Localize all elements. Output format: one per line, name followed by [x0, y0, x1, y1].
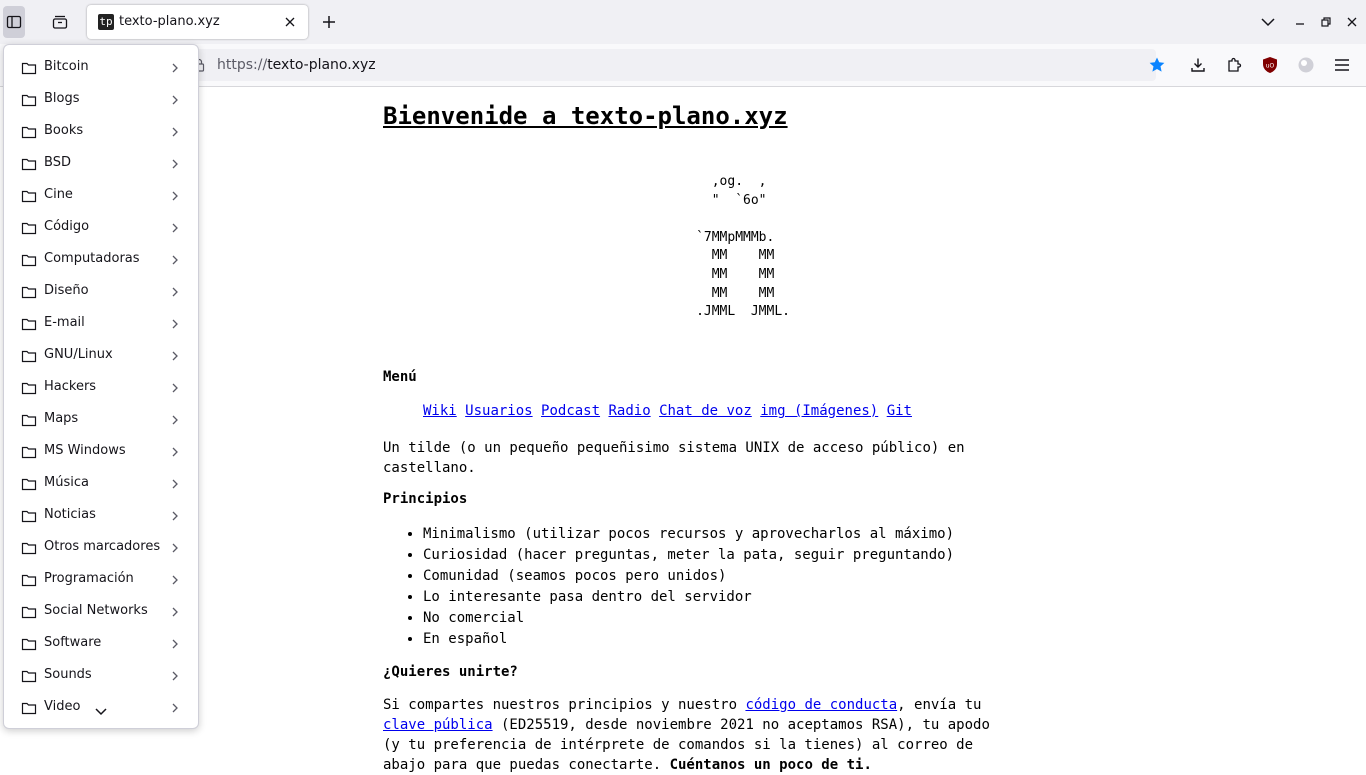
folder-icon	[21, 636, 37, 652]
bookmark-folder-label: Música	[44, 475, 89, 490]
folder-icon	[21, 572, 37, 588]
bookmark-folder-label: Video	[44, 699, 81, 714]
bookmark-star-icon[interactable]	[1148, 56, 1166, 74]
restore-icon	[1321, 17, 1331, 27]
folder-icon	[21, 60, 37, 76]
join-text	[383, 695, 1003, 775]
new-tab-icon	[322, 15, 336, 29]
window-close-icon	[1347, 17, 1357, 27]
menu-links	[423, 403, 912, 419]
bookmarks-menu	[3, 44, 199, 729]
folder-icon	[21, 444, 37, 460]
bookmark-folder-item[interactable]	[4, 372, 198, 404]
window-close-button[interactable]	[1339, 8, 1365, 36]
bookmark-folder-item[interactable]	[4, 116, 198, 148]
chevron-right-icon	[169, 445, 181, 459]
bookmark-folder-item[interactable]	[4, 564, 198, 596]
url-text[interactable]	[217, 57, 376, 73]
list-item: • En español	[423, 629, 954, 650]
join-text-bold: Cuéntanos un poco de ti.	[669, 757, 872, 773]
ublock-button[interactable]	[1258, 53, 1282, 77]
menu-link-wiki[interactable]: Wiki	[423, 403, 457, 419]
minimize-icon	[1295, 17, 1305, 27]
menu-link-img[interactable]: img (Imágenes)	[760, 403, 879, 419]
folder-icon	[21, 348, 37, 364]
folder-icon	[21, 252, 37, 268]
app-menu-button[interactable]	[1330, 53, 1354, 77]
bookmark-folder-item[interactable]	[4, 596, 198, 628]
chevron-right-icon	[169, 541, 181, 555]
bookmark-folder-item[interactable]	[4, 84, 198, 116]
folder-icon	[21, 316, 37, 332]
chevron-right-icon	[169, 605, 181, 619]
folder-icon	[21, 604, 37, 620]
folder-icon	[21, 508, 37, 524]
bookmark-folder-item[interactable]	[4, 628, 198, 660]
profile-icon	[1297, 56, 1315, 74]
bookmark-folder-item[interactable]	[4, 660, 198, 692]
bookmark-folder-item[interactable]	[4, 436, 198, 468]
chevron-right-icon	[169, 381, 181, 395]
page-content	[0, 86, 1366, 773]
intro-text: Un tilde (o un pequeño pequeñisimo sistema UNIX de acceso público) en castellano.	[383, 440, 965, 476]
bookmark-folder-label: GNU/Linux	[44, 347, 113, 362]
url-host: texto-plano.xyz	[267, 57, 376, 73]
url-bar[interactable]	[175, 49, 1156, 81]
bookmark-folder-item[interactable]	[4, 468, 198, 500]
chevron-right-icon	[169, 573, 181, 587]
menu-link-git[interactable]: Git	[886, 403, 912, 419]
bookmark-folder-item[interactable]	[4, 244, 198, 276]
chevron-right-icon	[169, 701, 181, 715]
tab-favicon: tp	[99, 15, 113, 28]
chevron-right-icon	[169, 477, 181, 491]
public-key-link[interactable]: clave pública	[383, 717, 493, 733]
menu-link-podcast[interactable]: Podcast	[541, 403, 601, 419]
bookmark-folder-label: Computadoras	[44, 251, 140, 266]
bookmark-folder-item[interactable]	[4, 532, 198, 564]
principles-list	[383, 524, 954, 650]
bookmark-folder-label: E-mail	[44, 315, 85, 330]
bookmark-folder-label: MS Windows	[44, 443, 126, 458]
ublock-icon	[1262, 56, 1278, 74]
menu-link-usuarios[interactable]: Usuarios	[465, 403, 533, 419]
chevron-right-icon	[169, 221, 181, 235]
bookmark-folder-label: Diseño	[44, 283, 89, 298]
menu-icon	[1334, 58, 1350, 72]
tab-overview-icon	[52, 14, 68, 30]
bookmark-folder-item[interactable]	[4, 308, 198, 340]
folder-icon	[21, 220, 37, 236]
chevron-right-icon	[169, 285, 181, 299]
bookmark-folder-label: Maps	[44, 411, 79, 426]
bookmark-folder-label: Cine	[44, 187, 73, 202]
page-heading: Bienvenide a texto-plano.xyz	[383, 102, 788, 130]
menu-link-chat-de-voz[interactable]: Chat de voz	[659, 403, 752, 419]
bookmark-folder-item[interactable]	[4, 148, 198, 180]
list-item: • Lo interesante pasa dentro del servidor	[423, 587, 954, 608]
extensions-icon	[1226, 57, 1242, 73]
list-all-tabs-button[interactable]	[1254, 8, 1282, 36]
chevron-right-icon	[169, 189, 181, 203]
restore-button[interactable]	[1313, 8, 1339, 36]
chevron-right-icon	[169, 317, 181, 331]
navigation-toolbar	[0, 44, 1366, 87]
bookmark-folder-item[interactable]	[4, 212, 198, 244]
bookmark-folder-label: BSD	[44, 155, 71, 170]
bookmark-folder-label: Books	[44, 123, 84, 138]
svg-text:uO: uO	[1265, 62, 1275, 70]
chevron-right-icon	[169, 125, 181, 139]
menu-link-radio[interactable]: Radio	[608, 403, 651, 419]
bookmark-folder-item[interactable]	[4, 500, 198, 532]
bookmark-folder-label: Otros marcadores	[44, 539, 161, 554]
join-title: ¿Quieres unirte?	[383, 664, 518, 680]
folder-icon	[21, 380, 37, 396]
bookmark-folder-label: Noticias	[44, 507, 96, 522]
downloads-button[interactable]	[1186, 53, 1210, 77]
chevron-right-icon	[169, 637, 181, 651]
bookmark-folder-label: Software	[44, 635, 102, 650]
tab-texto-plano[interactable]	[87, 5, 308, 39]
bookmark-folder-item[interactable]	[4, 276, 198, 308]
list-item: • No comercial	[423, 608, 954, 629]
folder-icon	[21, 412, 37, 428]
chevron-right-icon	[169, 509, 181, 523]
join-text-part: Si compartes nuestros principios y nuestro	[383, 697, 746, 713]
bookmark-folder-item[interactable]	[4, 180, 198, 212]
folder-icon	[21, 540, 37, 556]
list-all-tabs-icon	[1261, 17, 1275, 27]
bookmark-folder-label: Social Networks	[44, 603, 148, 618]
bookmark-folder-item[interactable]	[4, 52, 198, 84]
profile-button[interactable]	[1294, 53, 1318, 77]
chevron-right-icon	[169, 253, 181, 267]
bookmark-folder-label: Sounds	[44, 667, 92, 682]
folder-icon	[21, 188, 37, 204]
folder-icon	[21, 156, 37, 172]
join-text-part: (ED25519, desde noviembre 2021 no aceptamos RSA), tu apodo (y tu preferencia de intérprete de comandos si la tienes) al correo de abajo para que puedas conectarte.	[383, 717, 990, 773]
tab-close-button[interactable]	[280, 12, 300, 32]
bookmark-folder-item[interactable]	[4, 340, 198, 372]
bookmark-folder-label: Bitcoin	[44, 59, 89, 74]
new-tab-button[interactable]	[315, 8, 343, 36]
bookmark-folder-label: Código	[44, 219, 90, 234]
list-item: • Minimalismo (utilizar pocos recursos y aprovecharlos al máximo)	[423, 524, 954, 545]
close-icon	[285, 17, 295, 27]
chevron-right-icon	[169, 413, 181, 427]
chevron-down-icon[interactable]	[93, 705, 109, 719]
chevron-right-icon	[169, 157, 181, 171]
tab-overview-button[interactable]	[46, 8, 74, 36]
url-scheme: https://	[217, 57, 268, 73]
principles-title: Principios	[383, 491, 468, 507]
chevron-right-icon	[169, 61, 181, 75]
extensions-button[interactable]	[1222, 53, 1246, 77]
chevron-right-icon	[169, 349, 181, 363]
bookmark-folder-label: Blogs	[44, 91, 80, 106]
download-icon	[1190, 57, 1206, 73]
join-text-part: , envía tu	[897, 697, 982, 713]
folder-icon	[21, 668, 37, 684]
bookmark-folder-label: Programación	[44, 571, 134, 586]
minimize-button[interactable]	[1287, 8, 1313, 36]
sidebar-icon	[6, 14, 22, 30]
list-item: • Comunidad (seamos pocos pero unidos)	[423, 566, 954, 587]
sidebar-button[interactable]	[3, 6, 25, 38]
folder-icon	[21, 92, 37, 108]
menu-title: Menú	[383, 369, 417, 385]
code-of-conduct-link[interactable]: código de conducta	[745, 697, 898, 713]
tab-title: texto-plano.xyz	[119, 14, 220, 29]
bookmark-folder-label: Hackers	[44, 379, 97, 394]
bookmark-folder-item[interactable]	[4, 404, 198, 436]
folder-icon	[21, 700, 37, 716]
folder-icon	[21, 284, 37, 300]
ascii-logo: ,og. , " `6o" `7MMpMMMb. MM MM MM MM MM MM .JMML JMML.	[696, 174, 790, 320]
folder-icon	[21, 476, 37, 492]
list-item: • Curiosidad (hacer preguntas, meter la pata, seguir preguntando)	[423, 545, 954, 566]
chevron-right-icon	[169, 669, 181, 683]
folder-icon	[21, 124, 37, 140]
tab-strip	[0, 0, 1366, 44]
chevron-right-icon	[169, 93, 181, 107]
